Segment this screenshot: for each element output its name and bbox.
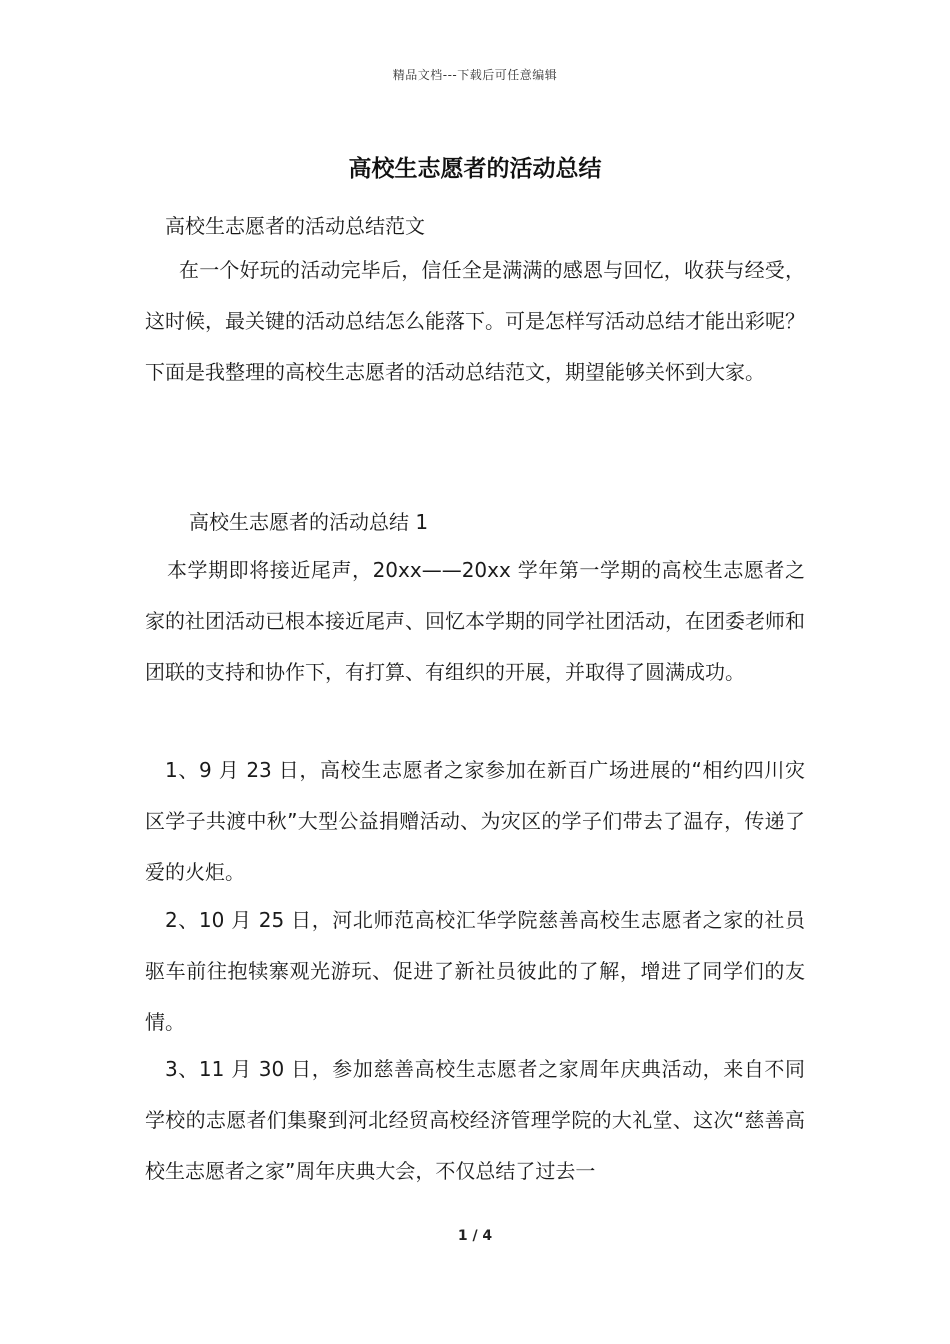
intro-text: 在一个好玩的活动完毕后，信任全是满满的感恩与回忆，收获与经受，这时候，最关键的活动总结怎么能落下。可是怎样写活动总结才能出彩呢？下面是我整理的高校生志愿者的活动总结范文，期望能够关怀到大家。 bbox=[145, 258, 805, 384]
body-paragraph-1 bbox=[145, 545, 805, 698]
page-header: 精品文档---下载后可任意编辑 bbox=[392, 68, 558, 82]
list-item-1 bbox=[145, 745, 805, 898]
section-heading: 高校生志愿者的活动总结 1 bbox=[189, 510, 429, 534]
item1-text: 1、9 月 23 日，高校生志愿者之家参加在新百广场进展的“相约四川灾区学子共渡中秋”大型公益捐赠活动、为灾区的学子们带去了温存，传递了爱的火炬。 bbox=[145, 758, 805, 884]
intro-paragraph bbox=[145, 245, 805, 398]
para1-text: 本学期即将接近尾声，20xx——20xx 学年第一学期的高校生志愿者之家的社团活动已根本接近尾声、回忆本学期的同学社团活动，在团委老师和团联的支持和协作下，有打算、有组织的开展，并取得了圆满成功。 bbox=[145, 558, 805, 684]
item3-text: 3、11 月 30 日，参加慈善高校生志愿者之家周年庆典活动，来自不同学校的志愿者们集聚到河北经贸高校经济管理学院的大礼堂、这次“慈善高校生志愿者之家”周年庆典大会，不仅总结了过去一 bbox=[145, 1057, 805, 1183]
list-item-2 bbox=[145, 895, 805, 1048]
list-item-3 bbox=[145, 1044, 805, 1197]
document-subtitle: 高校生志愿者的活动总结范文 bbox=[165, 214, 425, 238]
item2-text: 2、10 月 25 日，河北师范高校汇华学院慈善高校生志愿者之家的社员驱车前往抱犊寨观光游玩、促进了新社员彼此的了解，增进了同学们的友情。 bbox=[145, 908, 805, 1034]
document-title: 高校生志愿者的活动总结 bbox=[348, 156, 602, 182]
page-number: 1 / 4 bbox=[457, 1228, 493, 1244]
